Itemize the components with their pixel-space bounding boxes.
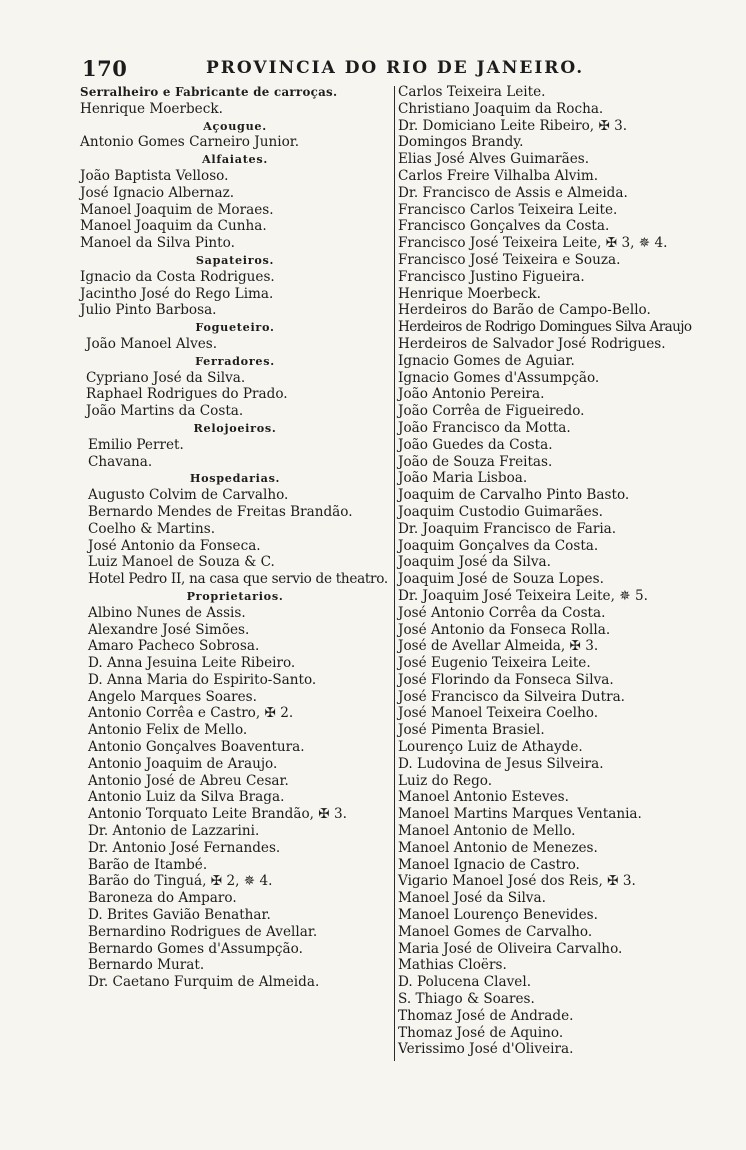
section-heading: Ferradores. xyxy=(195,353,275,368)
list-entry: Dr. Antonio José Fernandes. xyxy=(88,839,281,856)
list-entry: Emilio Perret. xyxy=(88,436,184,453)
list-entry: S. Thiago & Soares. xyxy=(398,991,535,1008)
list-entry: José Pimenta Brasiel. xyxy=(398,722,545,739)
list-entry: Baroneza do Amparo. xyxy=(88,890,237,907)
list-entry: José de Avellar Almeida, ✠ 3. xyxy=(398,638,599,655)
list-entry: Manoel da Silva Pinto. xyxy=(80,235,235,252)
section-heading: Hospedarias. xyxy=(189,471,281,486)
list-entry: Amaro Pacheco Sobrosa. xyxy=(88,638,260,655)
list-entry: Angelo Marques Soares. xyxy=(88,688,257,705)
list-entry: Julio Pinto Barbosa. xyxy=(80,302,217,319)
list-entry: Hotel Pedro II, na casa que servio de theatro. xyxy=(88,571,388,588)
list-entry: Carlos Freire Vilhalba Alvim. xyxy=(398,167,599,184)
list-entry: João Manoel Alves. xyxy=(86,335,218,352)
section-heading: Sapateiros. xyxy=(195,252,275,267)
list-entry: Francisco Gonçalves da Costa. xyxy=(398,218,610,235)
list-entry: Bernardo Mendes de Freitas Brandão. xyxy=(88,503,353,520)
list-entry: D. Polucena Clavel. xyxy=(398,974,532,991)
list-entry: Luiz do Rego. xyxy=(398,772,493,789)
list-entry: José Antonio Corrêa da Costa. xyxy=(398,604,606,621)
list-entry: Bernardo Murat. xyxy=(88,957,205,974)
list-entry: João Antonio Pereira. xyxy=(398,386,545,403)
list-entry: Francisco José Teixeira Leite, ✠ 3, ✵ 4. xyxy=(398,235,668,252)
list-entry: João Francisco da Motta. xyxy=(398,419,571,436)
list-entry: Joaquim José de Souza Lopes. xyxy=(398,571,604,588)
list-entry: Ignacio Gomes d'Assumpção. xyxy=(398,369,600,386)
list-entry: Dr. Joaquim José Teixeira Leite, ✵ 5. xyxy=(398,587,648,604)
list-entry: Bernardino Rodrigues de Avellar. xyxy=(88,923,318,940)
list-entry: Joaquim Custodio Guimarães. xyxy=(398,503,603,520)
list-entry: Joaquim de Carvalho Pinto Basto. xyxy=(398,487,630,504)
list-entry: João Baptista Velloso. xyxy=(80,167,229,184)
section-heading: Relojoeiros. xyxy=(193,420,277,435)
section-heading: Açougue. xyxy=(203,118,267,133)
list-entry: Manoel José da Silva. xyxy=(398,890,546,907)
list-entry: Henrique Moerbeck. xyxy=(398,285,541,302)
list-entry: João Guedes da Costa. xyxy=(398,436,553,453)
right-column xyxy=(398,84,718,1058)
list-entry: Manoel Martins Marques Ventania. xyxy=(398,806,642,823)
list-entry: Antonio Luiz da Silva Braga. xyxy=(88,789,285,806)
list-entry: Chavana. xyxy=(88,453,153,470)
list-entry: João Maria Lisboa. xyxy=(398,470,528,487)
list-entry: Dr. Caetano Furquim de Almeida. xyxy=(88,974,320,991)
list-entry: Barão do Tinguá, ✠ 2, ✵ 4. xyxy=(88,873,273,890)
list-entry: José Eugenio Teixeira Leite. xyxy=(398,655,591,672)
list-entry: Verissimo José d'Oliveira. xyxy=(398,1041,574,1058)
list-entry: Elias José Alves Guimarães. xyxy=(398,151,590,168)
list-entry: Ignacio Gomes de Aguiar. xyxy=(398,352,575,369)
list-entry: Manoel Antonio de Mello. xyxy=(398,823,576,840)
list-entry: Herdeiros de Rodrigo Domingues Silva Araujo xyxy=(398,319,692,336)
list-entry: Augusto Colvim de Carvalho. xyxy=(88,487,289,504)
list-entry: Manoel Joaquim de Moraes. xyxy=(80,201,274,218)
section-heading: Serralheiro e Fabricante de carroças. xyxy=(80,85,338,99)
list-entry: Alexandre José Simões. xyxy=(88,621,250,638)
list-entry: José Francisco da Silveira Dutra. xyxy=(398,688,625,705)
list-entry: D. Anna Maria do Espirito-Santo. xyxy=(88,671,317,688)
list-entry: Antonio Gomes Carneiro Junior. xyxy=(80,134,300,151)
list-entry: Luiz Manoel de Souza & C. xyxy=(88,554,275,571)
list-entry: Francisco Carlos Teixeira Leite. xyxy=(398,201,618,218)
left-column xyxy=(80,84,390,991)
list-entry: Manoel Antonio Esteves. xyxy=(398,789,569,806)
page-header xyxy=(82,56,585,81)
list-entry: Carlos Teixeira Leite. xyxy=(398,84,546,100)
section-heading: Proprietarios. xyxy=(186,588,284,603)
list-entry: Antonio Gonçalves Boaventura. xyxy=(88,739,305,756)
page-title: PROVINCIA DO RIO DE JANEIRO. xyxy=(206,58,585,78)
column-divider xyxy=(394,86,395,1061)
list-entry: Antonio Felix de Mello. xyxy=(88,722,248,739)
list-entry: Antonio Torquato Leite Brandão, ✠ 3. xyxy=(88,806,347,823)
list-entry: Manoel Lourenço Benevides. xyxy=(398,907,598,924)
list-entry: Manoel Ignacio de Castro. xyxy=(398,856,580,873)
list-entry: João de Souza Freitas. xyxy=(398,453,553,470)
list-entry: Antonio Joaquim de Araujo. xyxy=(88,755,278,772)
list-entry: Joaquim Gonçalves da Costa. xyxy=(398,537,599,554)
list-entry: D. Anna Jesuina Leite Ribeiro. xyxy=(88,655,296,672)
list-entry: Lourenço Luiz de Athayde. xyxy=(398,739,583,756)
list-entry: José Florindo da Fonseca Silva. xyxy=(398,671,614,688)
list-entry: Joaquim José da Silva. xyxy=(398,554,551,571)
list-entry: Dr. Antonio de Lazzarini. xyxy=(88,823,260,840)
list-entry: Dr. Joaquim Francisco de Faria. xyxy=(398,520,617,537)
list-entry: Dr. Francisco de Assis e Almeida. xyxy=(398,184,628,201)
list-entry: Bernardo Gomes d'Assumpção. xyxy=(88,940,303,957)
list-entry: Thomaz José de Aquino. xyxy=(398,1024,564,1041)
list-entry: Herdeiros do Barão de Campo-Bello. xyxy=(398,302,651,319)
section-heading: Alfaiates. xyxy=(202,152,268,167)
list-entry: Barão de Itambé. xyxy=(88,856,208,873)
list-entry: Manoel Joaquim da Cunha. xyxy=(80,218,267,235)
list-entry: Dr. Domiciano Leite Ribeiro, ✠ 3. xyxy=(398,117,628,134)
list-entry: Antonio José de Abreu Cesar. xyxy=(88,772,289,789)
list-entry: D. Ludovina de Jesus Silveira. xyxy=(398,755,604,772)
list-entry: D. Brites Gavião Benathar. xyxy=(88,907,271,924)
list-entry: José Antonio da Fonseca Rolla. xyxy=(398,621,611,638)
list-entry: Henrique Moerbeck. xyxy=(80,100,223,117)
list-entry: Herdeiros de Salvador José Rodrigues. xyxy=(398,335,666,352)
list-entry: Raphael Rodrigues do Prado. xyxy=(86,386,288,403)
list-entry: João Martins da Costa. xyxy=(86,403,244,420)
list-entry: Jacintho José do Rego Lima. xyxy=(80,285,274,302)
list-entry: Cypriano José da Silva. xyxy=(86,369,246,386)
list-entry: Mathias Cloërs. xyxy=(398,957,507,974)
list-entry: Christiano Joaquim da Rocha. xyxy=(398,100,604,117)
list-entry: José Manoel Teixeira Coelho. xyxy=(398,705,599,722)
list-entry: Antonio Corrêa e Castro, ✠ 2. xyxy=(88,705,294,722)
page-number: 170 xyxy=(82,56,128,81)
list-entry: Ignacio da Costa Rodrigues. xyxy=(80,268,275,285)
list-entry: José Antonio da Fonseca. xyxy=(88,537,261,554)
list-entry: Manoel Antonio de Menezes. xyxy=(398,839,598,856)
list-entry: Francisco José Teixeira e Souza. xyxy=(398,251,621,268)
list-entry: Maria José de Oliveira Carvalho. xyxy=(398,940,623,957)
list-entry: Domingos Brandy. xyxy=(398,134,524,151)
list-entry: Manoel Gomes de Carvalho. xyxy=(398,923,593,940)
list-entry: Francisco Justino Figueira. xyxy=(398,268,585,285)
list-entry: Thomaz José de Andrade. xyxy=(398,1007,574,1024)
list-entry: João Corrêa de Figueiredo. xyxy=(398,403,585,420)
list-entry: Vigario Manoel José dos Reis, ✠ 3. xyxy=(398,873,636,890)
list-entry: Albino Nunes de Assis. xyxy=(88,604,246,621)
section-heading: Fogueteiro. xyxy=(195,320,275,335)
list-entry: Coelho & Martins. xyxy=(88,520,216,537)
list-entry: José Ignacio Albernaz. xyxy=(80,184,235,201)
